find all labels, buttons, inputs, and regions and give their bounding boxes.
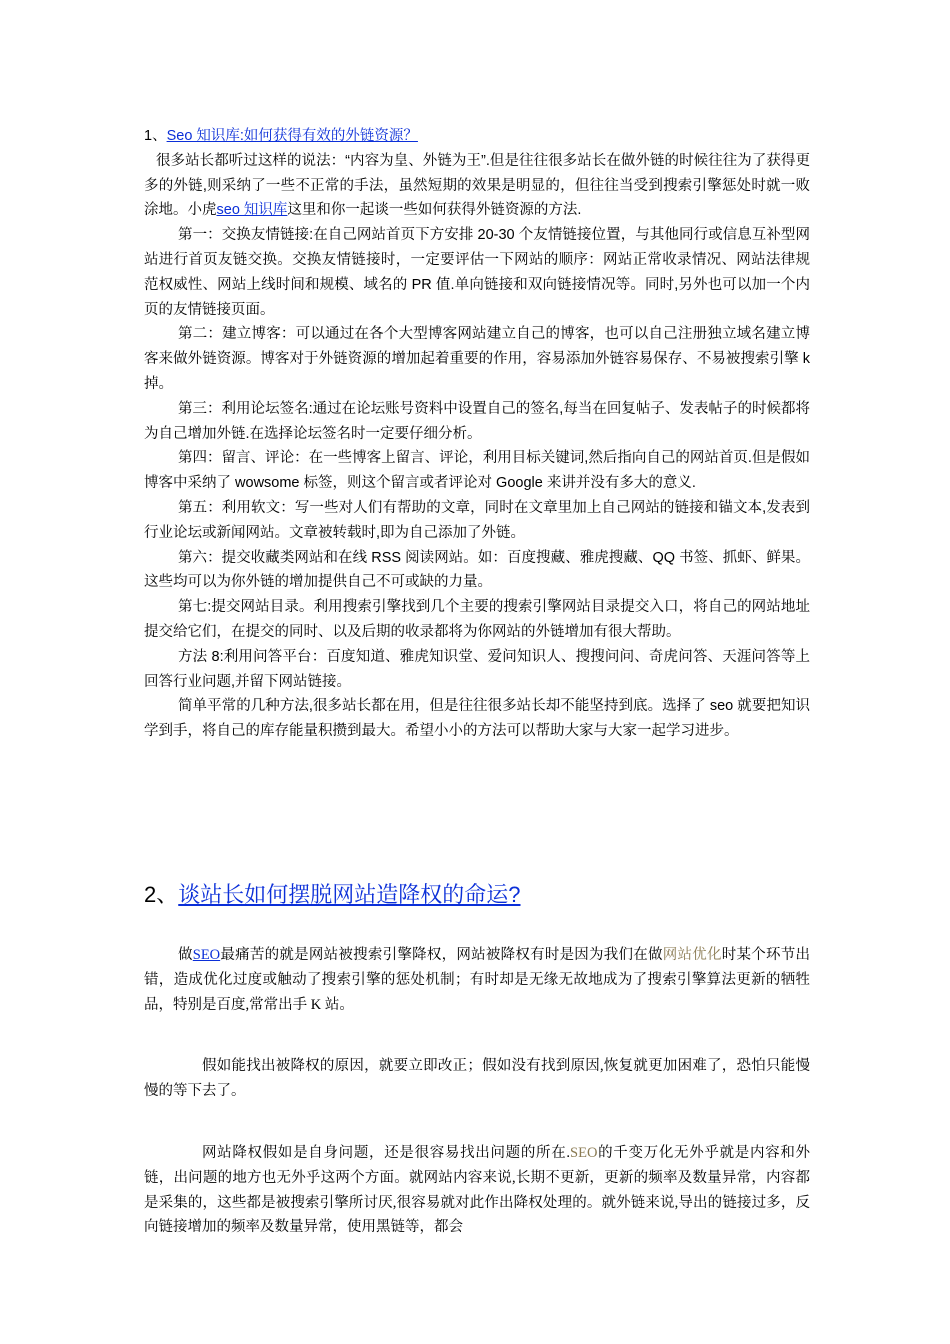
section-1-title-link[interactable]: Seo 知识库:如何获得有效的外链资源？: [166, 128, 418, 144]
seo-olive-link[interactable]: SEO: [570, 1144, 598, 1161]
method-paragraph: 第四：留言、评论：在一些博客上留言、评论，利用目标关键词,然后指向自己的网站首页.但是假如博客中采纳了 wowsome 标签，则这个留言或者评论对 Google 来讲并没有多大的意义.: [144, 450, 810, 492]
method-paragraph: 方法 8:利用问答平台：百度知道、雅虎知识堂、爱问知识人、搜搜问问、奇虎问答、天涯问答等上回答行业问题,并留下网站链接。: [144, 648, 810, 690]
website-optimization-link[interactable]: 网站优化: [662, 947, 722, 963]
intro-paragraph: 很多站长都听过这样的说法：“内容为皇、外链为王”.但是往往很多站长在做外链的时候往往为了获得更多的外链,则采纳了一些不正常的手法，虽然短期的效果是明显的，但往往当受到搜索引擎惩处时就一败涂地。小虎seo 知识库这里和你一起谈一些如何获得外链资源的方法.: [144, 152, 810, 219]
paragraph-spacer: [144, 1017, 810, 1054]
section-2-title-link[interactable]: 谈站长如何摆脱网站造降权的命运?: [178, 882, 521, 907]
penalty-paragraph-3: 网站降权假如是自身问题，还是很容易找出问题的所在.SEO的千变万化无外乎就是内容和外链，出问题的地方也无外乎这两个方面。就网站内容来说,长期不更新，更新的频率及数量异常，内容都是采集的，这些都是被搜索引擎所讨厌,很容易就对此作出降权处理的。就外链来说,导出的链接过多，反向链接增加的频率及数量异常，使用黑链等，都会: [144, 1144, 811, 1236]
section-site-penalty: [144, 943, 810, 1240]
section-2-heading: [144, 878, 824, 912]
section-1-number: 1、: [144, 128, 167, 144]
penalty-paragraph-1: 做SEO最痛苦的就是网站被搜索引擎降权，网站被降权有时是因为我们在做网站优化时某个环节出错，造成优化过度或触动了搜索引擎的惩处机制；有时却是无缘无故地成为了搜索引擎算法更新的牺牲品，特别是百度,常常出手 K 站。: [144, 947, 811, 1013]
paragraph-spacer: [144, 1104, 810, 1141]
seo-link[interactable]: SEO: [192, 947, 221, 963]
section-2-number: 2、: [144, 882, 179, 907]
section-seo-backlinks: [144, 124, 810, 744]
method-paragraph: 第七:提交网站目录。利用搜索引擎找到几个主要的搜索引擎网站目录提交入口，将自己的网站地址提交给它们，在提交的同时、以及后期的收录都将为你网站的外链增加有很大帮助。: [144, 599, 810, 640]
method-paragraph: 第二：建立博客：可以通过在各个大型博客网站建立自己的博客，也可以自己注册独立域名建立博客来做外链资源。博客对于外链资源的增加起着重要的作用，容易添加外链容易保存、不易被搜索引擎 k 掉。: [144, 326, 810, 392]
section-1-heading: [144, 124, 810, 149]
penalty-paragraph-2: 假如能找出被降权的原因，就要立即改正；假如没有找到原因,恢复就更加困难了，恐怕只能慢慢的等下去了。: [144, 1058, 810, 1100]
method-paragraph: 第一：交换友情链接:在自己网站首页下方安排 20-30 个友情链接位置，与其他同行或信息互补型网站进行首页友链交换。交换友情链接时，一定要评估一下网站的顺序：网站正常收录情况、网站法律规范权威性、网站上线时间和规模、域名的 PR 值.单向链接和双向链接情况等。同时,另外也可以加一个内页的友情链接页面。: [144, 227, 810, 318]
summary-paragraph: 简单平常的几种方法,很多站长都在用，但是往往很多站长却不能坚持到底。选择了 seo 就要把知识学到手，将自己的库存能量积攒到最大。希望小小的方法可以帮助大家与大家一起学习进步。: [144, 698, 810, 740]
method-paragraph: 第三：利用论坛签名:通过在论坛账号资料中设置自己的签名,每当在回复帖子、发表帖子的时候都将为自己增加外链.在选择论坛签名时一定要仔细分析。: [144, 400, 810, 442]
seo-knowledge-link[interactable]: seo 知识库: [216, 202, 288, 219]
method-paragraph: 第六：提交收藏类网站和在线 RSS 阅读网站。如：百度搜藏、雅虎搜藏、QQ 书签、抓虾、鲜果。这些均可以为你外链的增加提供自己不可或缺的力量。: [144, 549, 810, 591]
method-paragraph: 第五：利用软文：写一些对人们有帮助的文章，同时在文章里加上自己网站的链接和锚文本,发表到行业论坛或新闻网站。文章被转载时,即为自己添加了外链。: [144, 499, 810, 541]
